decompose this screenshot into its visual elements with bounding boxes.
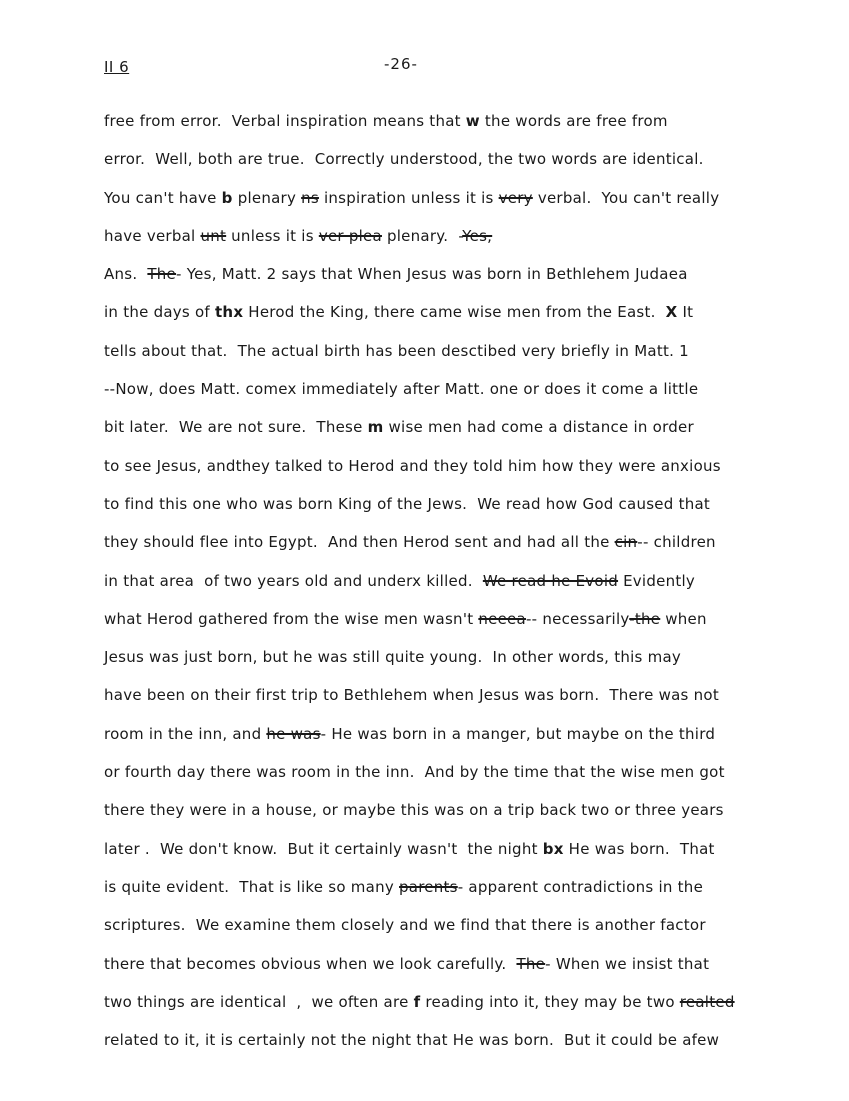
text-line [104,187,804,225]
struck-text: The [516,954,546,973]
text-line [104,110,804,148]
text-run: related to it, it is certainly not the night that He was born. But it could be afew [104,1031,720,1050]
text-run: He was born. That [563,839,715,858]
text-line [104,455,804,493]
text-run: room in the inn, and [104,724,267,743]
struck-text: unt [200,226,227,245]
text-run: or fourth day there was room in the inn. And by the time that the wise men got [104,763,725,782]
overtyped-text: X [665,303,678,322]
text-run: -- children [637,533,716,552]
text-line [104,953,804,991]
struck-text: cin [614,533,638,552]
text-line [104,991,804,1029]
text-line [104,723,804,761]
struck-text: parents [399,877,458,896]
text-run: two things are identical , we often are [104,992,414,1011]
struck-text: very [498,188,533,207]
text-run: there they were in a house, or maybe this was on a trip back two or three years [104,801,724,820]
struck-text: Yes, [462,226,493,245]
text-run: have been on their first trip to Bethlehem when Jesus was born. There was not [104,686,719,705]
page-number: -26- [384,55,418,73]
body-text [104,110,804,1067]
text-run: You can't have [104,188,222,207]
text-run: to see Jesus, andthey talked to Herod and they told him how they were anxious [104,456,721,475]
struck-text: We read he Evoid [482,571,619,590]
text-line [104,301,804,339]
struck-text: -the [629,609,661,628]
text-run: there that becomes obvious when we look carefully. [104,954,517,973]
text-run: unless it is [226,226,319,245]
struck-text: ver plea [318,226,382,245]
text-run: error. Well, both are true. Correctly understood, the two words are identical. [104,150,704,169]
text-run: Herod the King, there came wise men from the East. [243,303,666,322]
struck-text: The [147,265,177,284]
text-run: in that area of two years old and underx killed. [104,571,483,590]
text-line [104,1029,804,1067]
text-run: bit later. We are not sure. These [104,418,368,437]
text-line [104,416,804,454]
overtyped-text: bx [542,839,564,858]
page-section-label: II 6 [104,58,130,76]
overtyped-text: thx [214,303,244,322]
text-line [104,761,804,799]
text-run: inspiration unless it is [318,188,499,207]
text-run: - When we insist that [545,954,710,973]
text-run: reading into it, they may be two [420,992,680,1011]
text-run: Evidently [618,571,696,590]
text-run: have verbal [104,226,201,245]
text-run: later . We don't know. But it certainly wasn't the night [104,839,543,858]
text-run: tells about that. The actual birth has been desctibed very briefly in Matt. 1 [104,341,689,360]
text-run: - He was born in a manger, but maybe on the third [320,724,716,743]
struck-text: neeea [478,609,526,628]
text-line [104,531,804,569]
text-run: Jesus was just born, but he was still quite young. In other words, this may [104,648,682,667]
text-line [104,148,804,186]
text-run: scriptures. We examine them closely and we find that there is another factor [104,916,706,935]
text-run: is quite evident. That is like so many [104,877,399,896]
text-line [104,684,804,722]
text-line [104,914,804,952]
text-run: plenary [232,188,302,207]
text-line [104,876,804,914]
text-run: free from error. Verbal inspiration means that [104,112,466,130]
text-run: - Yes, Matt. 2 says that When Jesus was born in Bethlehem Judaea [176,265,688,284]
text-run: what Herod gathered from the wise men wasn't [104,609,479,628]
text-line [104,493,804,531]
text-line [104,646,804,684]
text-run: they should flee into Egypt. And then Herod sent and had all the [104,533,615,552]
text-run: verbal. You can't really [532,188,720,207]
text-line [104,263,804,301]
text-run: - apparent contradictions in the [457,877,704,896]
text-line [104,838,804,876]
text-run: in the days of [104,303,215,322]
text-run: wise men had come a distance in order [383,418,694,437]
struck-text: ns [301,188,319,207]
text-line [104,378,804,416]
text-run: to find this one who was born King of the Jews. We read how God caused that [104,494,711,513]
text-line [104,340,804,378]
text-run: Ans. [104,265,148,284]
text-run: plenary. - [381,226,463,245]
overtyped-text: w [465,112,480,130]
overtyped-text: f [413,992,421,1011]
overtyped-text: b [221,188,233,207]
text-line [104,570,804,608]
text-run: It [677,303,694,322]
struck-text: realted [679,992,735,1011]
text-line [104,799,804,837]
text-line [104,225,804,263]
struck-text: he was [266,724,321,743]
text-line [104,608,804,646]
text-run: -- necessarily [525,609,630,628]
text-run: --Now, does Matt. comex immediately after Matt. one or does it come a little [104,380,699,399]
overtyped-text: m [367,418,384,437]
text-run: the words are free from [479,112,668,130]
text-run: when [660,609,707,628]
